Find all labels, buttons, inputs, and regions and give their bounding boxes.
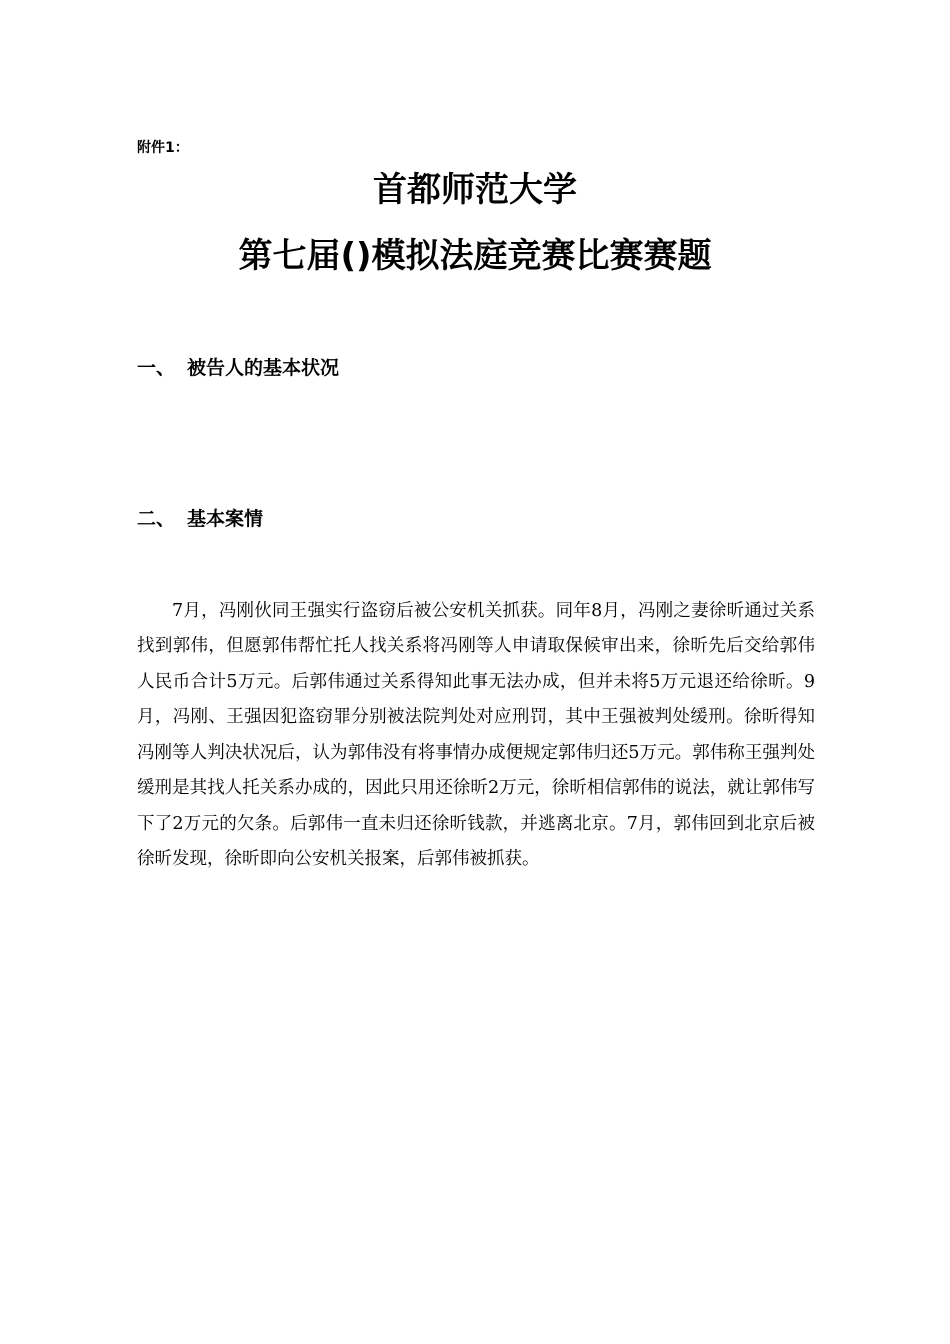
section-title: 基本案情: [187, 508, 264, 530]
attachment-label: 附件1：: [137, 140, 189, 156]
section-heading-case-facts: [137, 506, 263, 532]
section-heading-defendant: [137, 355, 339, 381]
section-number: 二、: [137, 508, 176, 530]
case-facts-paragraph: 7月，冯刚伙同王强实行盗窃后被公安机关抓获。同年8月，冯刚之妻徐昕通过关系找到郭伟，但愿郭伟帮忙托人找关系将冯刚等人申请取保候审出来，徐昕先后交给郭伟人民币合计5万元。后郭伟通过关系得知此事无法办成，但并未将5万元退还给徐昕。9月，冯刚、王强因犯盗窃罪分别被法院判处对应刑罚，其中王强被判处缓刑。徐昕得知冯刚等人判决状况后，认为郭伟没有将事情办成便规定郭伟归还5万元。郭伟称王强判处缓刑是其找人托关系办成的，因此只用还徐昕2万元，徐昕相信郭伟的说法，就让郭伟写下了2万元的欠条。后郭伟一直未归还徐昕钱款，并逃离北京。7月，郭伟回到北京后被徐昕发现，徐昕即向公安机关报案，后郭伟被抓获。: [137, 600, 815, 869]
section-title: 被告人的基本状况: [187, 357, 340, 379]
title-university: 首都师范大学: [373, 170, 577, 210]
section-number: 一、: [137, 357, 176, 379]
title-competition: 第七届()模拟法庭竞赛比赛赛题: [238, 236, 712, 276]
